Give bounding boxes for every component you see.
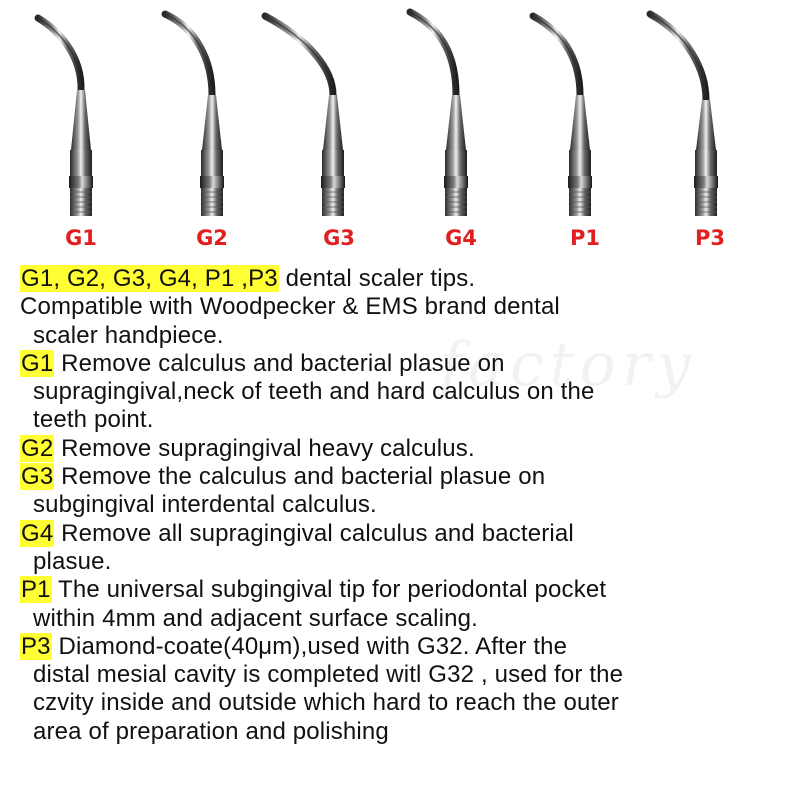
tip-code-highlight: G1, G2, G3, G4, P1 ,P3	[21, 265, 278, 292]
g2-code-highlight: G2	[21, 434, 54, 462]
p3-line-cont3: area of preparation and polishing	[33, 717, 389, 745]
g3-text: Remove the calculus and bacterial plasue on	[54, 463, 546, 491]
p3-line-cont2: czvity inside and outside which hard to reach the outer	[33, 689, 619, 717]
g2-line	[20, 435, 795, 463]
tip-label-g2: G2	[196, 226, 228, 250]
watermark: factory	[440, 330, 697, 400]
p1-code-highlight: P1	[21, 576, 51, 604]
p1-text: The universal subgingival tip for periodontal pocket	[51, 576, 607, 604]
g4-text: Remove all supragingival calculus and bacterial	[54, 519, 574, 547]
description	[20, 265, 795, 746]
p3-text: Diamond-coate(40μm),used with G32. After the	[51, 632, 568, 660]
scaler-tip-g1-icon	[38, 18, 93, 216]
scaler-tip-p3-icon	[650, 14, 718, 216]
tip-label-g3: G3	[323, 226, 355, 250]
g4-line-cont: plasue.	[33, 547, 112, 575]
p3-line	[20, 633, 795, 661]
scaler-tip-g3-icon	[265, 16, 345, 216]
g1-line-cont2: teeth point.	[33, 406, 154, 434]
g4-line	[20, 520, 795, 548]
p3-code-highlight: P3	[21, 632, 51, 660]
scaler-tip-p1-icon	[533, 16, 592, 216]
scaler-tips-image	[0, 0, 800, 262]
tip-label-g4: G4	[445, 226, 477, 250]
p1-line-cont: within 4mm and adjacent surface scaling.	[33, 604, 478, 632]
g3-line-cont: subgingival interdental calculus.	[33, 491, 377, 519]
scaler-tip-g2-icon	[165, 14, 224, 216]
tip-label-p3: P3	[694, 226, 725, 250]
tip-label-p1: P1	[569, 226, 600, 250]
g3-line	[20, 463, 795, 491]
compat-line: Compatible with Woodpecker & EMS brand dental	[20, 293, 560, 321]
g1-line	[20, 350, 795, 378]
g1-code-highlight: G1	[21, 349, 54, 377]
p1-line	[20, 576, 795, 604]
scaler-tip-g4-icon	[410, 12, 468, 216]
g1-text: Remove calculus and bacterial plasue on	[54, 349, 505, 377]
g3-code-highlight: G3	[21, 463, 54, 491]
compat-line-cont: scaler handpiece.	[33, 321, 224, 349]
intro-text: dental scaler tips.	[278, 265, 476, 292]
g1-line-cont: supragingival,neck of teeth and hard calculus on the	[33, 378, 595, 406]
g4-code-highlight: G4	[21, 519, 54, 547]
tip-label-g1: G1	[65, 226, 97, 250]
scaler-tips-illustration	[0, 0, 800, 230]
g2-text: Remove supragingival heavy calculus.	[54, 434, 475, 462]
intro-line	[20, 265, 795, 293]
p3-line-cont: distal mesial cavity is completed witl G32 , used for the	[33, 661, 624, 689]
